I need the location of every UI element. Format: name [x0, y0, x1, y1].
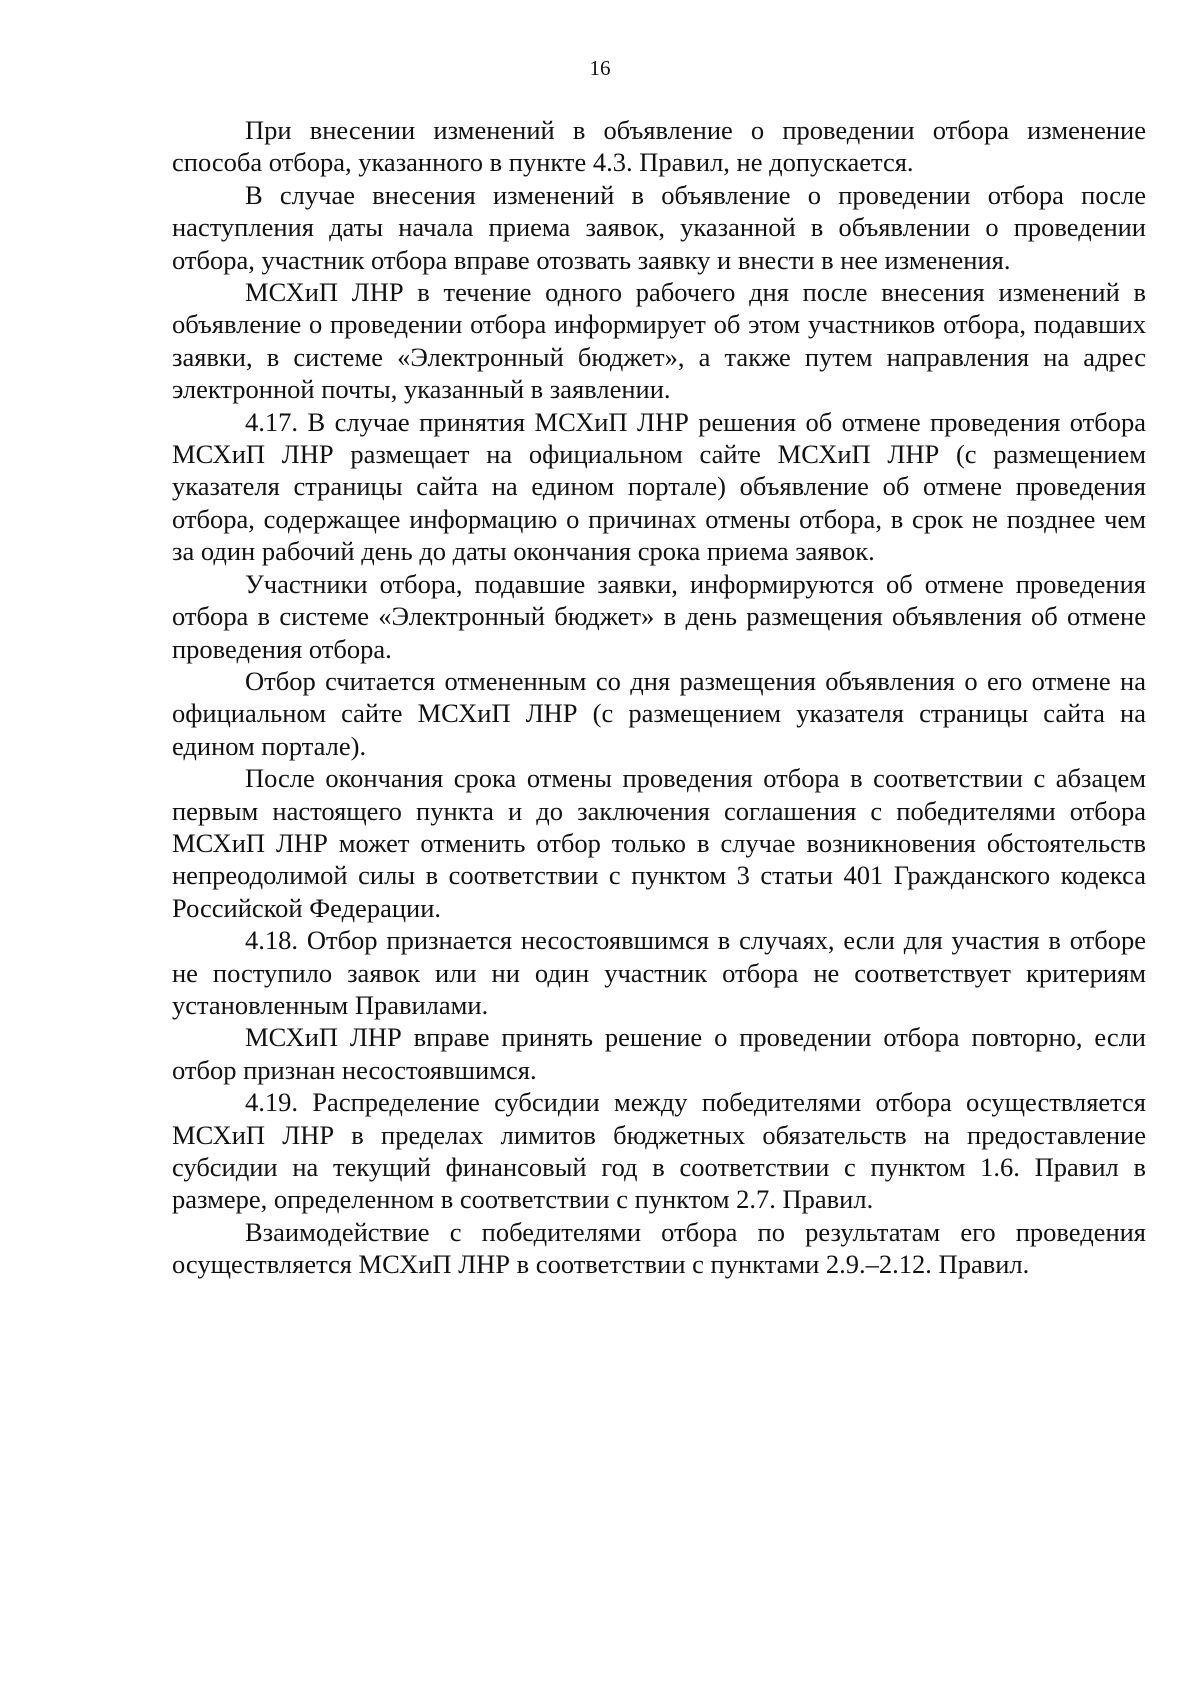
paragraph-text: Отбор считается отмененным со дня размещения объявления о его отмене на официальном сайте МСХиП ЛНР (с размещением указателя страницы сайта на едином портале).	[172, 665, 1146, 761]
clause-number: 4.19.	[245, 1087, 298, 1118]
paragraph-text: После окончания срока отмены проведения отбора в соответствии с абзацем первым настоящего пункта и до заключения соглашения с победителями отбора МСХиП ЛНР может отменить отбор только в случае возникновения обстоятельств непреодолимой силы в соответствии с пунктом 3 статьи 401 Гражданского кодекса Российской Федерации.	[172, 763, 1146, 923]
page-number: 16	[589, 56, 611, 80]
paragraph-text: МСХиП ЛНР вправе принять решение о проведении отбора повторно, если отбор признан несостоявшимся.	[172, 1022, 1146, 1085]
clause-number: 4.17.	[245, 406, 298, 437]
paragraph-selection-cancelled	[172, 665, 1146, 762]
paragraph-clause-4-19	[172, 1086, 1146, 1216]
paragraph-change-method	[172, 114, 1146, 179]
paragraph-participants-informed	[172, 568, 1146, 665]
document-body	[172, 114, 1146, 1281]
paragraph-text: Взаимодействие с победителями отбора по результатам его проведения осуществляется МСХиП ЛНР в соответствии с пунктами 2.9.–2.12. Правил.	[172, 1216, 1146, 1280]
paragraph-text: В случае внесения изменений в объявление о проведении отбора после наступления даты начала приема заявок, указанной в объявлении о проведении отбора, участник отбора вправе отозвать заявку и внести в нее изменения.	[172, 179, 1146, 275]
paragraph-text: Распределение субсидии между победителями отбора осуществляется МСХиП ЛНР в пределах лимитов бюджетных обязательств на предоставление субсидии на текущий финансовый год в соответствии с пунктом 1.6. Правил в размере, определенном в соответствии с пунктом 2.7. Правил.	[172, 1087, 1146, 1215]
paragraph-clause-4-17	[172, 406, 1146, 568]
paragraph-inform-participants	[172, 276, 1146, 406]
paragraph-clause-4-18	[172, 924, 1146, 1021]
paragraph-text: МСХиП ЛНР в течение одного рабочего дня после внесения изменений в объявление о проведении отбора информирует об этом участников отбора, подавших заявки, в системе «Электронный бюджет», а также путем направления на адрес электронной почты, указанный в заявлении.	[172, 277, 1146, 405]
paragraph-text: Участники отбора, подавшие заявки, информируются об отмене проведения отбора в системе «Электронный бюджет» в день размещения объявления об отмене проведения отбора.	[172, 568, 1146, 664]
paragraph-text: Отбор признается несостоявшимся в случаях, если для участия в отборе не поступило заявок или ни один участник отбора не соответствует критериям установленным Правилами.	[172, 925, 1147, 1020]
paragraph-repeat-selection	[172, 1021, 1146, 1086]
paragraph-force-majeure	[172, 762, 1146, 924]
paragraph-withdraw-application	[172, 179, 1146, 276]
paragraph-text: В случае принятия МСХиП ЛНР решения об отмене проведения отбора МСХиП ЛНР размещает на официальном сайте МСХиП ЛНР (с размещением указателя страницы сайта на едином портале) объявление об отмене проведения отбора, содержащее информацию о причинах отмены отбора, в срок не позднее чем за один рабочий день до даты окончания срока приема заявок.	[172, 406, 1147, 567]
paragraph-interaction-winners	[172, 1216, 1146, 1281]
clause-number: 4.18.	[245, 925, 298, 956]
paragraph-text: При внесении изменений в объявление о проведении отбора изменение способа отбора, указанного в пункте 4.3. Правил, не допускается.	[172, 115, 1146, 178]
